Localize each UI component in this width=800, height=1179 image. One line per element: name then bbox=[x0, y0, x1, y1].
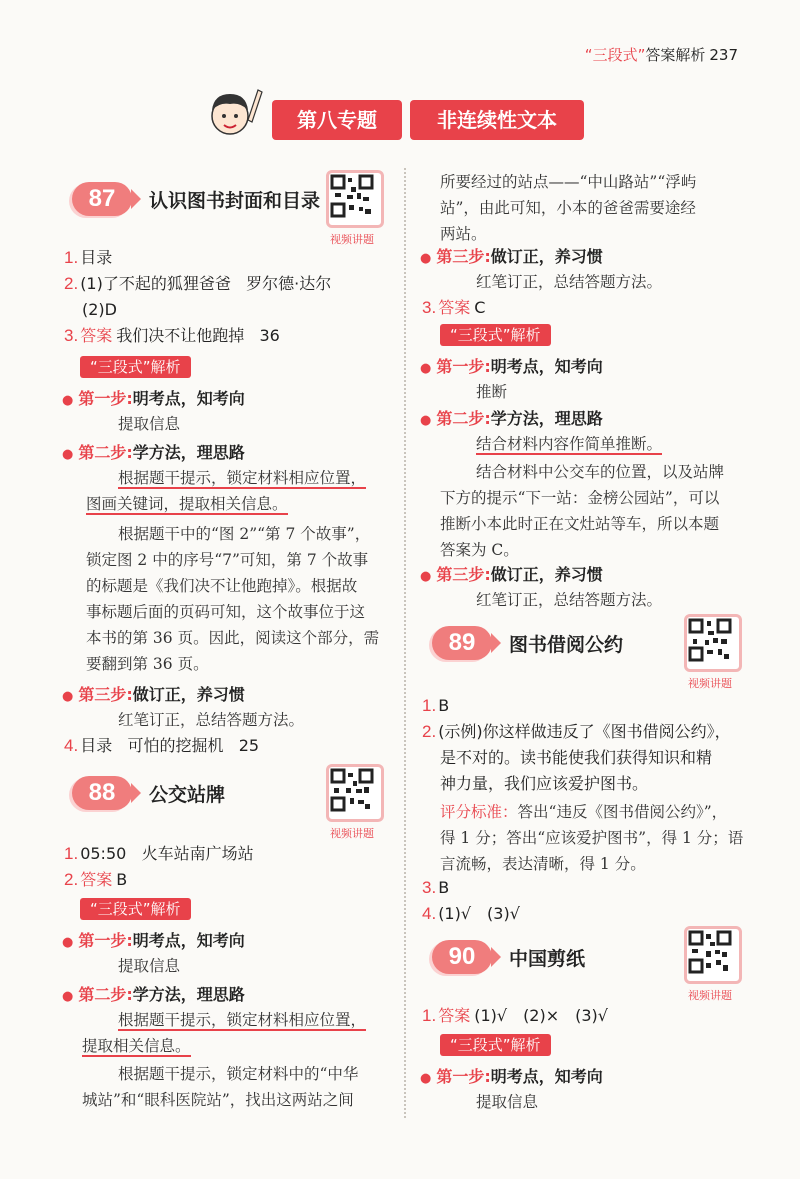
step-1-text: 提取信息 bbox=[476, 1093, 539, 1111]
qr-caption: 视频讲题 bbox=[330, 827, 374, 840]
explain-88-3c: 推断小本此时正在文灶站等车，所以本题 bbox=[440, 515, 720, 533]
explain-87-3: 的标题是《我们决不让他跑掉》。根据故 bbox=[86, 577, 358, 595]
explain-88-3d: 答案为 C。 bbox=[440, 541, 519, 559]
answer-90-1: 1. 答案 (1)√ (2)× (3)√ bbox=[422, 1006, 608, 1025]
qr-code-90[interactable] bbox=[684, 926, 736, 1003]
step-3: ● 第三步:做订正，养习惯 bbox=[420, 565, 603, 584]
section-title: 图书借阅公约 bbox=[509, 633, 624, 656]
section-90-heading bbox=[432, 940, 585, 974]
step-1: ● 第一步:明考点，知考向 bbox=[420, 357, 603, 376]
topic-banner bbox=[232, 100, 584, 140]
qr-caption: 视频讲题 bbox=[330, 233, 374, 246]
page-number: 237 bbox=[709, 46, 738, 64]
step-2: ● 第二步:学方法，理思路 bbox=[62, 985, 245, 1004]
answer-89-2: 2. (示例)你这样做违反了《图书借阅公约》， bbox=[422, 722, 731, 741]
step-2: ● 第二步:学方法，理思路 bbox=[62, 443, 245, 462]
answer-87-2b: (2)D bbox=[82, 300, 117, 319]
cont-88-2: 站”，由此可知，小本的爸爸需要途经 bbox=[440, 199, 696, 217]
header-label: 答案解析 bbox=[645, 46, 706, 64]
method-line-1: 根据题干提示，锁定材料相应位置， bbox=[118, 469, 367, 487]
qr-code-icon bbox=[687, 617, 733, 663]
answer-88-2: 2. 答案 B bbox=[64, 870, 128, 889]
sanduan-tag: “三段式”解析 bbox=[440, 1034, 551, 1056]
step-1-text: 提取信息 bbox=[118, 957, 181, 975]
step-1: ● 第一步:明考点，知考向 bbox=[62, 931, 245, 950]
answer-88-3: 3. 答案 C bbox=[422, 298, 486, 317]
topic-number: 第八专题 bbox=[272, 100, 402, 140]
step-2: ● 第二步:学方法，理思路 bbox=[420, 409, 603, 428]
answer-89-3: 3. B bbox=[422, 878, 450, 897]
explain-87-5: 本书的第 36 页。因此，阅读这个部分，需 bbox=[86, 629, 380, 647]
explain-88-3b: 下方的提示“下一站：金榜公园站”，可以 bbox=[440, 489, 720, 507]
section-87-heading bbox=[72, 182, 320, 216]
explain-87-1: 根据题干中的“图 2”“第 7 个故事”， bbox=[118, 525, 371, 543]
step-1-text: 提取信息 bbox=[118, 415, 181, 433]
step-1: ● 第一步:明考点，知考向 bbox=[62, 389, 245, 408]
qr-code-87[interactable] bbox=[326, 170, 378, 247]
explain-87-4: 事标题后面的页码可知，这个故事位于这 bbox=[86, 603, 366, 621]
explain-88-1: 根据题干提示，锁定材料中的“中华 bbox=[118, 1065, 359, 1083]
section-number: 90 bbox=[432, 940, 492, 974]
scoring-3: 言流畅，表达清晰，得 1 分。 bbox=[440, 855, 646, 873]
qr-code-icon bbox=[687, 929, 733, 975]
qr-code-88[interactable] bbox=[326, 764, 378, 841]
qr-caption: 视频讲题 bbox=[688, 989, 732, 1002]
section-number: 88 bbox=[72, 776, 132, 810]
section-number: 89 bbox=[432, 626, 492, 660]
step-1: ● 第一步:明考点，知考向 bbox=[420, 1067, 603, 1086]
answer-87-2: 2. (1)了不起的狐狸爸爸 罗尔德·达尔 bbox=[64, 274, 332, 293]
answer-89-4: 4. (1)√ (3)√ bbox=[422, 904, 520, 923]
step-3: ● 第三步:做订正，养习惯 bbox=[420, 247, 603, 266]
cont-88-1: 所要经过的站点——“中山路站”“浮屿 bbox=[440, 173, 697, 191]
answer-89-1: 1. B bbox=[422, 696, 450, 715]
answer-87-4: 4. 目录 可怕的挖掘机 25 bbox=[64, 736, 260, 755]
answer-87-3: 3. 答案 我们决不让他跑掉 36 bbox=[64, 326, 280, 345]
answer-88-1: 1. 05:50 火车站南广场站 bbox=[64, 844, 254, 863]
running-header bbox=[585, 44, 738, 65]
method-line-2: 图画关键词，提取相关信息。 bbox=[86, 495, 288, 513]
section-title: 认识图书封面和目录 bbox=[149, 189, 321, 212]
scoring-2: 得 1 分；答出“应该爱护图书”，得 1 分；语 bbox=[440, 829, 744, 847]
sanduan-tag: “三段式”解析 bbox=[80, 356, 191, 378]
answer-87-1: 1. 目录 bbox=[64, 248, 113, 267]
book-mark: “三段式” bbox=[584, 46, 646, 64]
section-88-heading bbox=[72, 776, 225, 810]
cont-88-3: 两站。 bbox=[440, 225, 487, 243]
sanduan-tag: “三段式”解析 bbox=[80, 898, 191, 920]
explain-87-2: 锁定图 2 中的序号“7”可知，第 7 个故事 bbox=[86, 551, 369, 569]
step-3: ● 第三步:做订正，养习惯 bbox=[62, 685, 245, 704]
step-3-text: 红笔订正，总结答题方法。 bbox=[476, 591, 663, 609]
step-3-text: 红笔订正，总结答题方法。 bbox=[118, 711, 305, 729]
scoring-1: 评分标准：答出“违反《图书借阅公约》”， bbox=[440, 803, 728, 821]
section-title: 中国剪纸 bbox=[509, 947, 586, 970]
step-1-text: 推断 bbox=[476, 383, 508, 401]
qr-caption: 视频讲题 bbox=[688, 677, 732, 690]
sanduan-tag: “三段式”解析 bbox=[440, 324, 551, 346]
method-line-2: 提取相关信息。 bbox=[82, 1037, 191, 1055]
qr-code-icon bbox=[329, 767, 375, 813]
section-title: 公交站牌 bbox=[149, 783, 226, 806]
section-89-heading bbox=[432, 626, 623, 660]
answer-89-2c: 神力量，我们应该爱护图书。 bbox=[440, 774, 649, 793]
method-line: 结合材料内容作简单推断。 bbox=[476, 435, 663, 453]
column-divider bbox=[404, 168, 406, 1118]
explain-87-6: 要翻到第 36 页。 bbox=[86, 655, 209, 673]
explain-88-3a: 结合材料中公交车的位置，以及站牌 bbox=[476, 463, 725, 481]
step-3-text: 红笔订正，总结答题方法。 bbox=[476, 273, 663, 291]
answer-89-2b: 是不对的。读书能使我们获得知识和精 bbox=[440, 748, 713, 767]
section-number: 87 bbox=[72, 182, 132, 216]
qr-code-89[interactable] bbox=[684, 614, 736, 691]
topic-title: 非连续性文本 bbox=[410, 100, 584, 140]
method-line-1: 根据题干提示，锁定材料相应位置， bbox=[118, 1011, 367, 1029]
qr-code-icon bbox=[329, 173, 375, 219]
explain-88-2: 城站”和“眼科医院站”，找出这两站之间 bbox=[82, 1091, 354, 1109]
